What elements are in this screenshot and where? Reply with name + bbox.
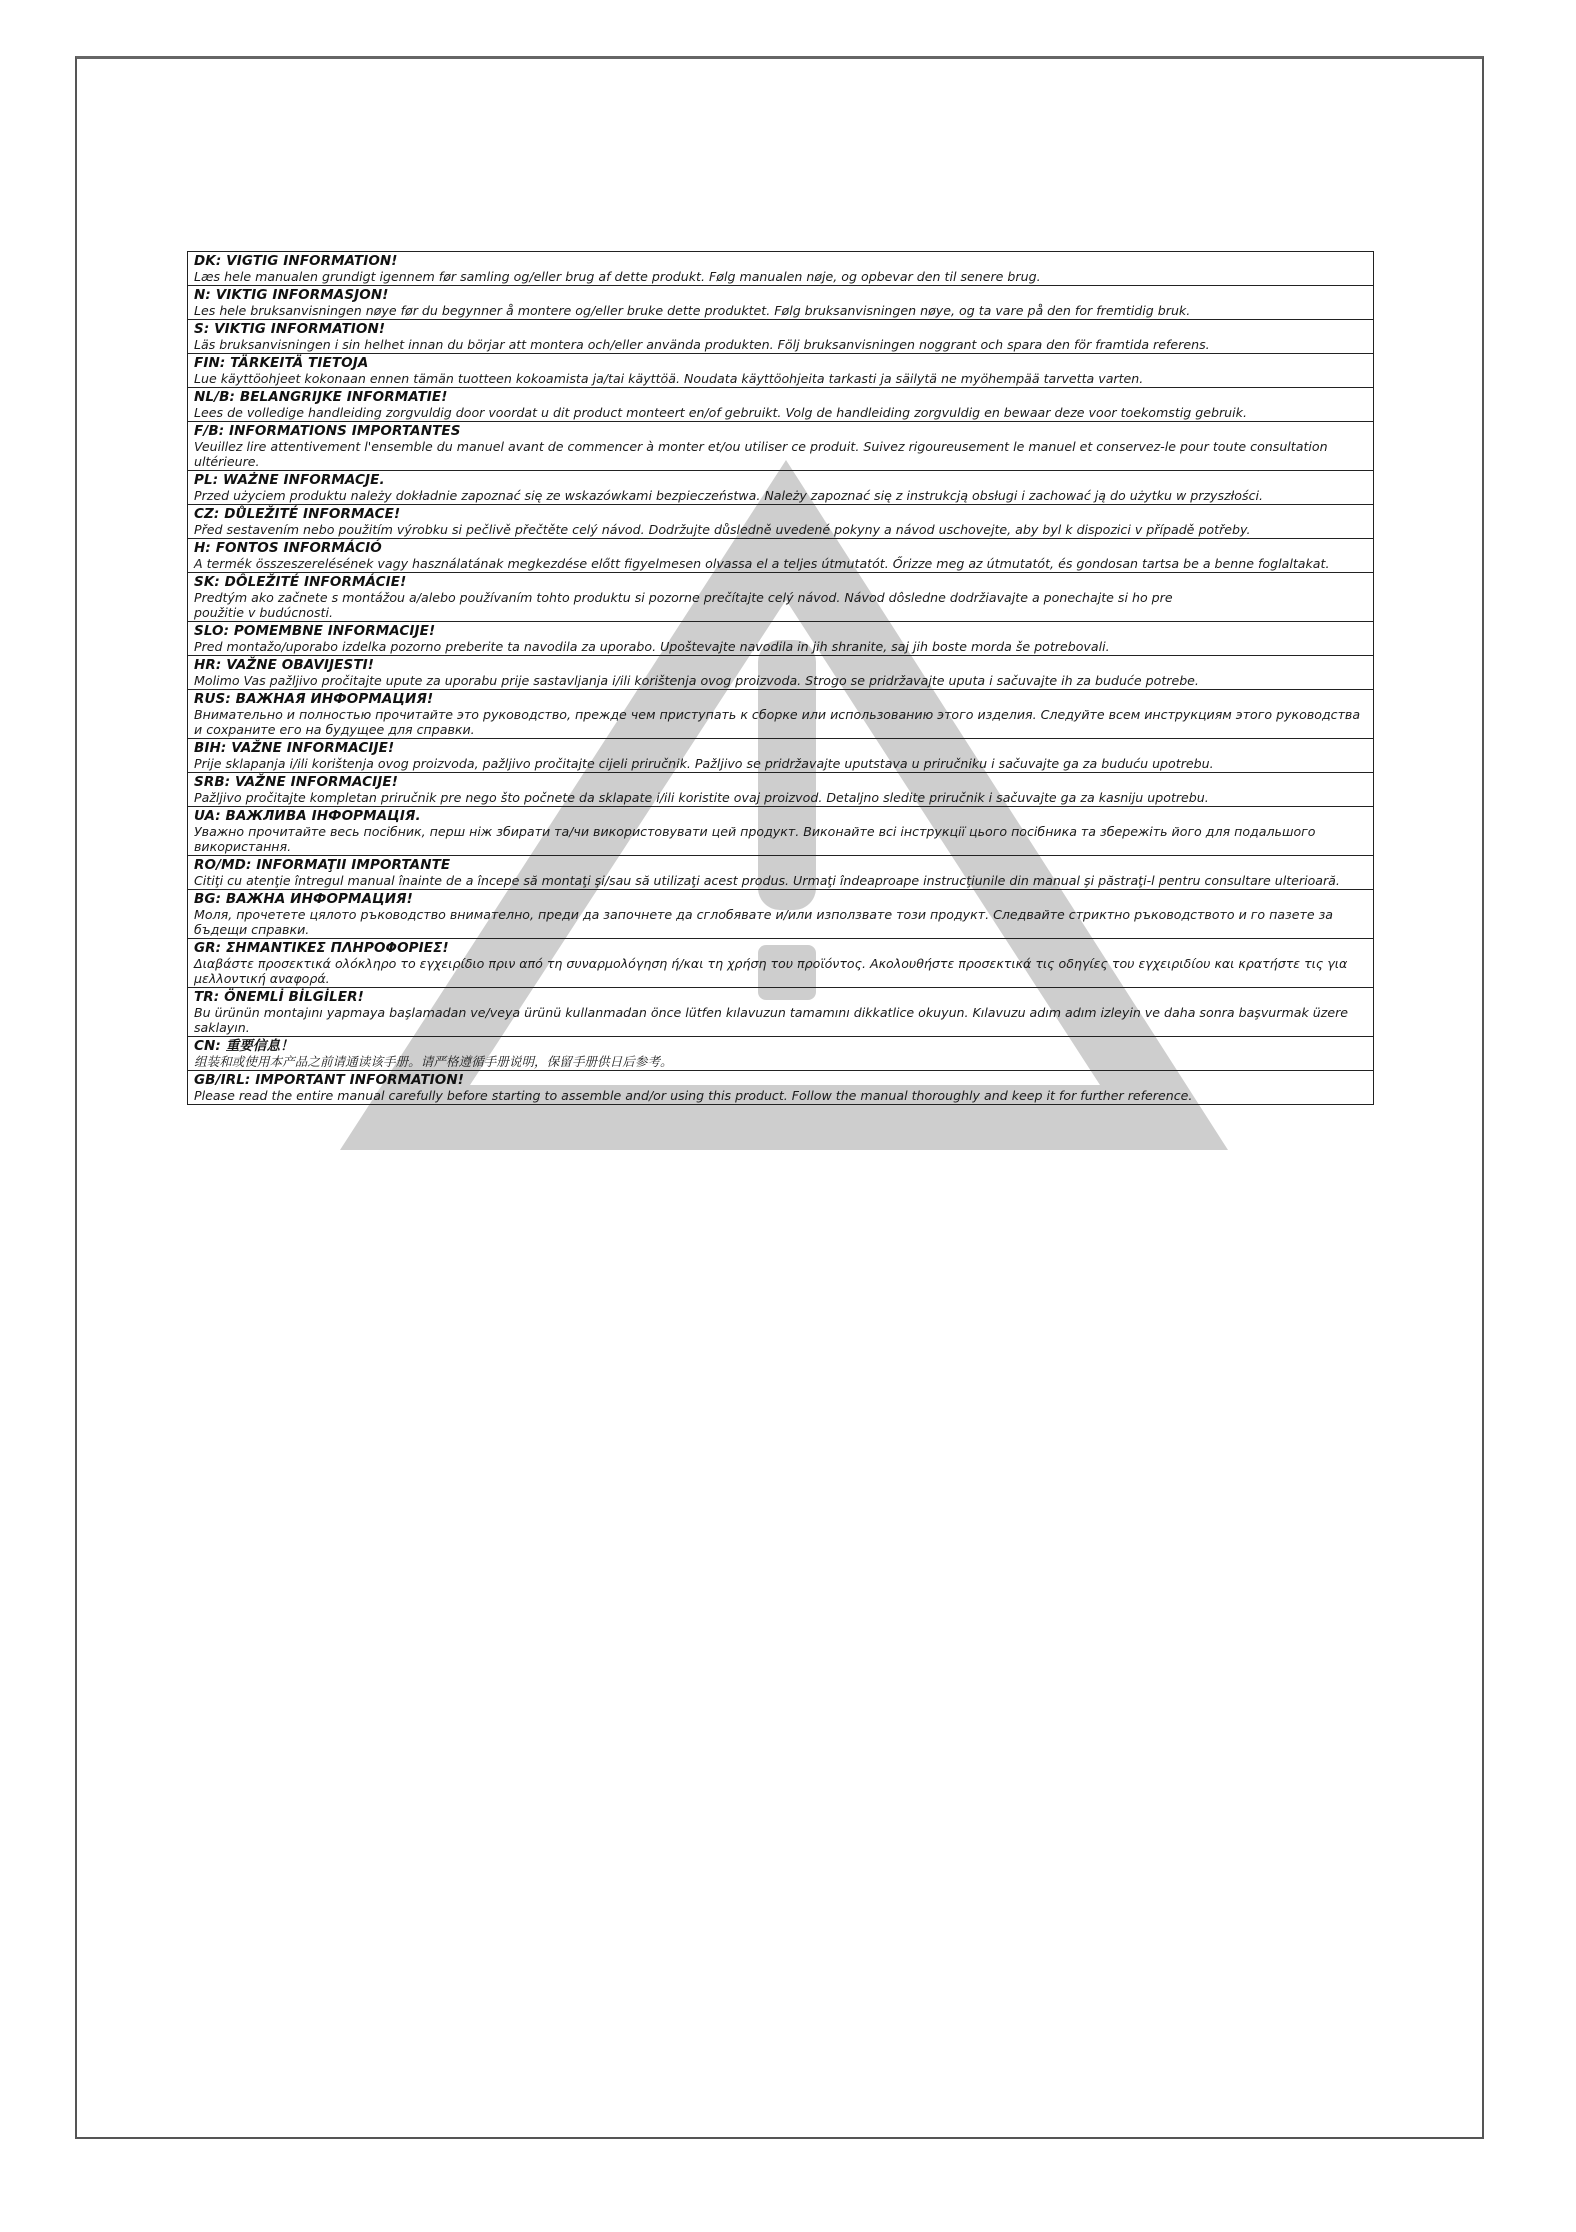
section-f-b bbox=[188, 422, 1373, 471]
section-dk bbox=[188, 252, 1373, 286]
important-information-table bbox=[187, 251, 1374, 1105]
section-text: 组装和或使用本产品之前请通读该手册。请严格遵循手册说明，保留手册供日后参考。 bbox=[194, 1054, 673, 1069]
section-text: Veuillez lire attentivement l'ensemble du manuel avant de commencer à monter et/ou utiliser ce produit. Suivez rigoureusement le manuel et conservez-le pour toute consultation ultérieure. bbox=[194, 439, 1328, 469]
section-heading: FIN: TÄRKEITÄ TIETOJA bbox=[194, 355, 369, 371]
section-text: Моля, прочетете цялото ръководство внимателно, преди да започнете да сглобявате и/или използвате този продукт. Следвайте стриктно ръководството и го пазете за бъдещи справки. bbox=[194, 907, 1333, 937]
section-text: Lees de volledige handleiding zorgvuldig door voordat u dit product monteert en/of gebruikt. Volg de handleiding zorgvuldig en bewaar deze voor toekomstig gebruik. bbox=[194, 405, 1247, 420]
section-rus bbox=[188, 690, 1373, 739]
section-h bbox=[188, 539, 1373, 573]
section-text: Prije sklapanja i/ili korištenja ovog proizvoda, pažljivo pročitajte cijeli priručnik. Pažljivo se pridržavajte uputstava u priručniku i sačuvajte ga za buduću upotrebu. bbox=[194, 756, 1214, 771]
section-text: Lue käyttöohjeet kokonaan ennen tämän tuotteen kokoamista ja/tai käyttöä. Noudata käyttöohjeita tarkasti ja säilytä ne myöhempää tarvetta varten. bbox=[194, 371, 1144, 386]
section-heading: BIH: VAŽNE INFORMACIJE! bbox=[194, 740, 395, 756]
section-nl-b bbox=[188, 388, 1373, 422]
section-sk bbox=[188, 573, 1373, 622]
section-fin bbox=[188, 354, 1373, 388]
section-text: A termék összeszerelésének vagy használatának megkezdése előtt figyelmesen olvassa el a teljes útmutatót. Őrizze meg az útmutatót, és gondosan tartsa be a benne foglaltakat. bbox=[194, 556, 1330, 571]
section-text: Please read the entire manual carefully before starting to assemble and/or using this product. Follow the manual thoroughly and keep it for further reference. bbox=[194, 1088, 1193, 1103]
section-cz bbox=[188, 505, 1373, 539]
section-text: Před sestavením nebo použitím výrobku si pečlivě přečtěte celý návod. Dodržujte důsledně uvedené pokyny a návod uschovejte, aby byl k dispozici v případě potřeby. bbox=[194, 522, 1251, 537]
section-bg bbox=[188, 890, 1373, 939]
section-heading: SLO: POMEMBNE INFORMACIJE! bbox=[194, 623, 436, 639]
section-text: Les hele bruksanvisningen nøye før du begynner å montere og/eller bruke dette produktet. Følg bruksanvisningen nøye, og ta vare på den for fremtidig bruk. bbox=[194, 303, 1191, 318]
section-text: Pažljivo pročitajte kompletan priručnik pre nego što počnete da sklapate i/ili koristite ovaj proizvod. Detaljno sledite priručnik i sačuvajte ga za kasniju upotrebu. bbox=[194, 790, 1209, 805]
section-text: Molimo Vas pažljivo pročitajte upute za uporabu prije sastavljanja i/ili korištenja ovog proizvoda. Strogo se pridržavajte uputa i sačuvajte ih za buduće potrebe. bbox=[194, 673, 1199, 688]
section-heading: PL: WAŻNE INFORMACJE. bbox=[194, 472, 385, 488]
section-heading: CZ: DŮLEŽITÉ INFORMACE! bbox=[194, 506, 401, 522]
section-heading: F/B: INFORMATIONS IMPORTANTES bbox=[194, 423, 461, 439]
section-text: Διαβάστε προσεκτικά ολόκληρο το εγχειρίδιο πριν από τη συναρμολόγηση ή/και τη χρήση του προϊόντος. Ακολουθήστε προσεκτικά τις οδηγίες του εγχειριδίου και κρατήστε τις για μελλοντική αναφορά. bbox=[194, 956, 1348, 986]
section-s bbox=[188, 320, 1373, 354]
section-text: Уважно прочитайте весь посібник, перш ніж збирати та/чи використовувати цей продукт. Виконайте всі інструкції цього посібника та збережіть його для подальшого використання. bbox=[194, 824, 1316, 854]
section-srb bbox=[188, 773, 1373, 807]
section-text: Predtým ako začnete s montážou a/alebo používaním tohto produktu si pozorne prečítajte celý návod. Návod dôsledne dodržiavajte a ponechajte si ho pre použitie v budúcnosti. bbox=[194, 590, 1173, 620]
section-ro-md bbox=[188, 856, 1373, 890]
section-heading: NL/B: BELANGRIJKE INFORMATIE! bbox=[194, 389, 448, 405]
section-heading: SK: DÔLEŽITÉ INFORMÁCIE! bbox=[194, 574, 407, 590]
section-heading: BG: ВАЖНА ИНФОРМАЦИЯ! bbox=[194, 891, 413, 907]
section-text: Læs hele manualen grundigt igennem før samling og/eller brug af dette produkt. Følg manualen nøje, og opbevar den til senere brug. bbox=[194, 269, 1041, 284]
section-ua bbox=[188, 807, 1373, 856]
section-slo bbox=[188, 622, 1373, 656]
section-heading: CN: 重要信息！ bbox=[194, 1038, 294, 1054]
section-heading: RO/MD: INFORMAŢII IMPORTANTE bbox=[194, 857, 451, 873]
section-heading: DK: VIGTIG INFORMATION! bbox=[194, 253, 398, 269]
section-heading: GR: ΣΗΜΑΝΤΙΚΕΣ ΠΛΗΡΟΦΟΡΙΕΣ! bbox=[194, 940, 449, 956]
section-heading: H: FONTOS INFORMÁCIÓ bbox=[194, 540, 382, 556]
section-text: Läs bruksanvisningen i sin helhet innan du börjar att montera och/eller använda produkten. Följ bruksanvisningen noggrant och spara den för framtida referens. bbox=[194, 337, 1210, 352]
section-text: Przed użyciem produktu należy dokładnie zapoznać się ze wskazówkami bezpieczeństwa. Należy zapoznać się z instrukcją obsługi i zachować ją do użytku w przyszłości. bbox=[194, 488, 1263, 503]
section-text: Citiţi cu atenţie întregul manual înainte de a începe să montaţi şi/sau să utilizaţi acest produs. Urmaţi îndeaproape instrucţiunile din manual şi păstraţi-l pentru consultare ulterioară. bbox=[194, 873, 1340, 888]
section-tr bbox=[188, 988, 1373, 1037]
section-heading: SRB: VAŽNE INFORMACIJE! bbox=[194, 774, 399, 790]
section-heading: UA: ВАЖЛИВА ІНФОРМАЦІЯ. bbox=[194, 808, 421, 824]
section-text: Bu ürünün montajını yapmaya başlamadan ve/veya ürünü kullanmadan önce lütfen kılavuzun tamamını dikkatlice okuyun. Kılavuzu adım adım izleyin ve daha sonra başvurmak üzere saklayın. bbox=[194, 1005, 1349, 1035]
section-heading: S: VIKTIG INFORMATION! bbox=[194, 321, 386, 337]
section-gr bbox=[188, 939, 1373, 988]
section-text: Pred montažo/uporabo izdelka pozorno preberite ta navodila za uporabo. Upoštevajte navodila in jih shranite, saj jih boste morda še potrebovali. bbox=[194, 639, 1110, 654]
section-text: Внимательно и полностью прочитайте это руководство, прежде чем приступать к сборке или использованию этого изделия. Следуйте всем инструкциям этого руководства и сохраните его на будущее для справки. bbox=[194, 707, 1361, 737]
section-heading: GB/IRL: IMPORTANT INFORMATION! bbox=[194, 1072, 465, 1088]
section-pl bbox=[188, 471, 1373, 505]
section-cn bbox=[188, 1037, 1373, 1071]
section-gb-irl bbox=[188, 1071, 1373, 1104]
section-heading: RUS: ВАЖНАЯ ИНФОРМАЦИЯ! bbox=[194, 691, 434, 707]
section-heading: HR: VAŽNE OBAVIJESTI! bbox=[194, 657, 375, 673]
section-hr bbox=[188, 656, 1373, 690]
section-heading: TR: ÖNEMLİ BİLGİLER! bbox=[194, 989, 364, 1005]
section-heading: N: VIKTIG INFORMASJON! bbox=[194, 287, 389, 303]
section-n bbox=[188, 286, 1373, 320]
section-bih bbox=[188, 739, 1373, 773]
